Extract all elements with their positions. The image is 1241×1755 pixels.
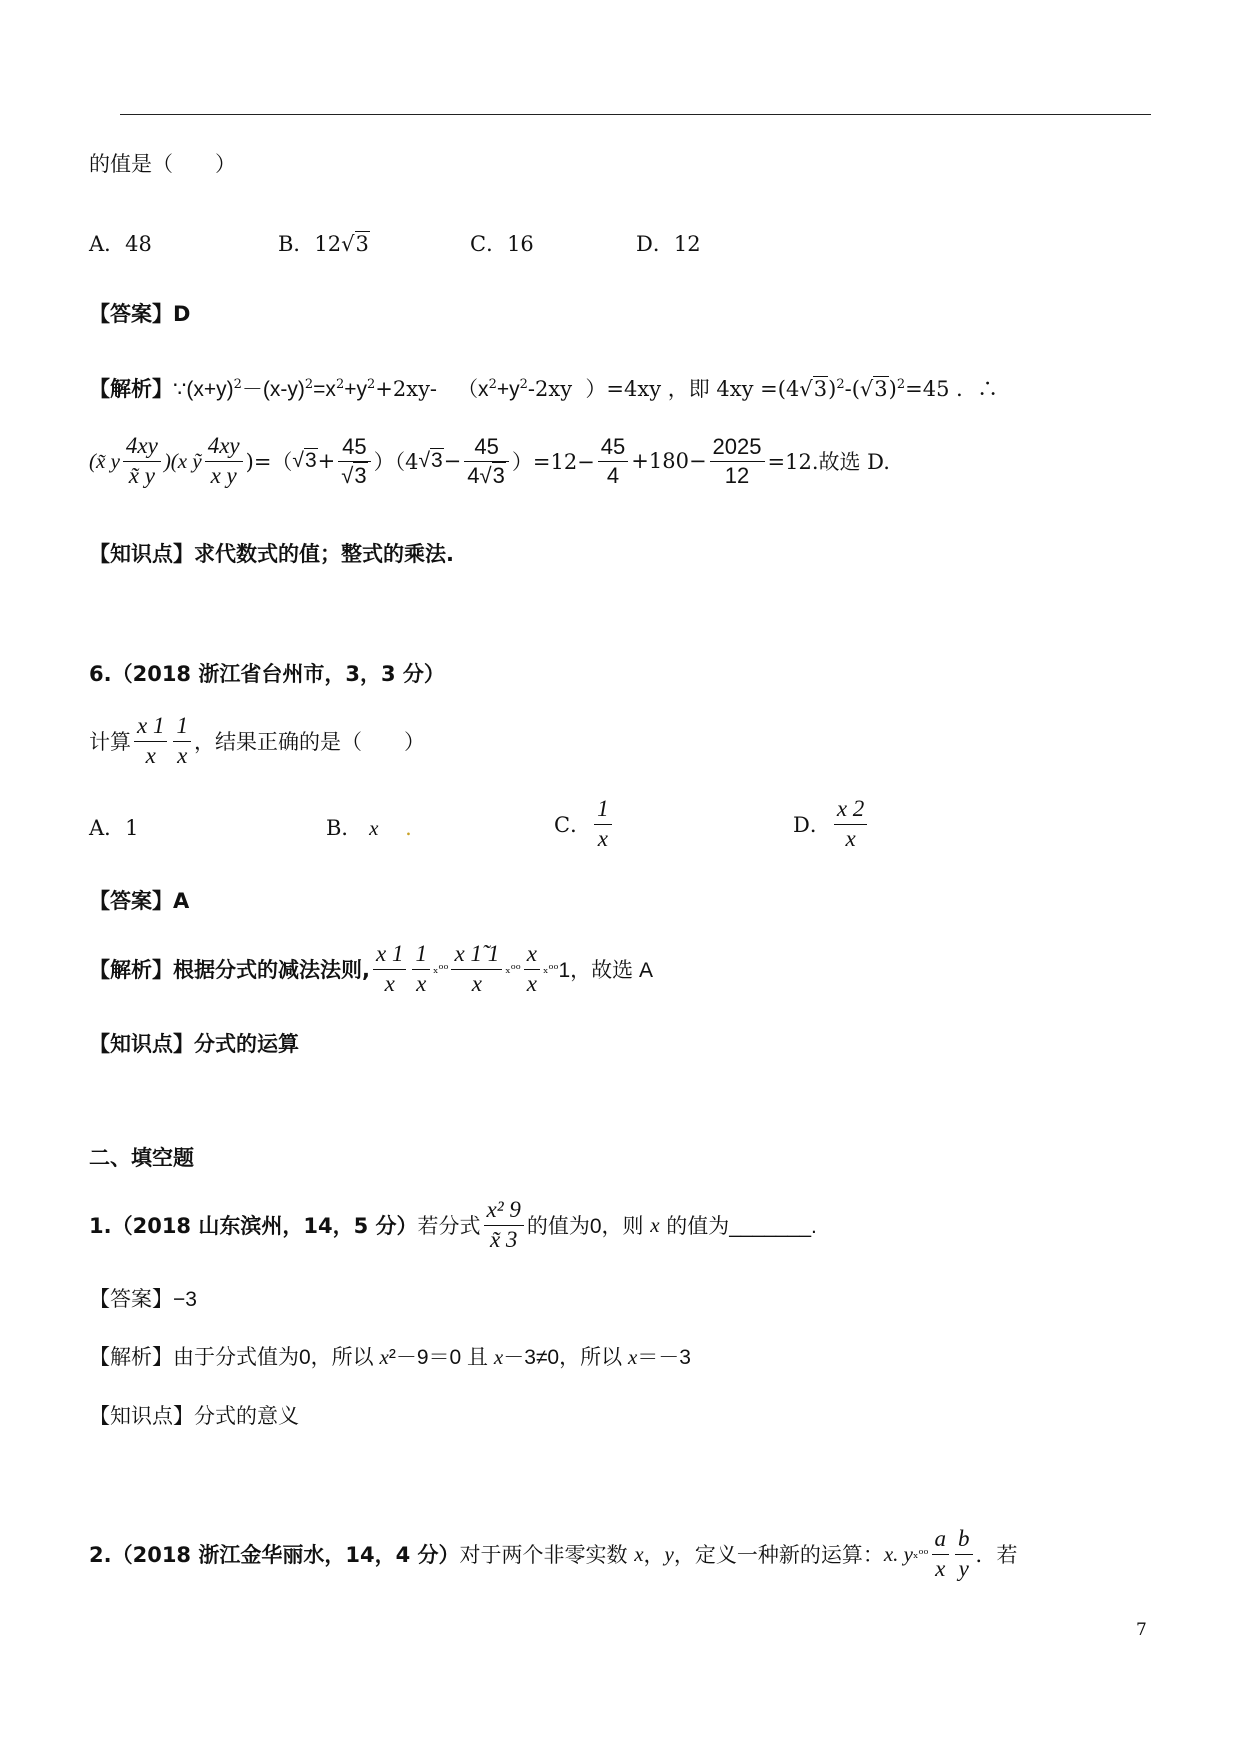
q6-option-b [326,812,412,842]
separator: ， [643,1544,665,1568]
q5-option-a: A．48 [89,232,152,256]
fraction-num: 4xy [123,432,161,462]
plus: + [317,449,336,474]
answer-value: D [173,302,191,326]
sup: 2 [304,377,314,393]
analysis-tag: 【解析】 [89,377,173,401]
knowledge-value: 求代数式的值；整式的乘法. [194,542,454,566]
analysis-text: 根据分式的减法法则, [173,958,370,983]
stem-text: 若分式 [417,1215,481,1239]
fraction [451,940,502,999]
expr-part: ∵(x+y) [173,378,234,401]
fraction [598,433,628,489]
variable: x [650,1212,660,1237]
fraction-den: x [416,970,427,996]
q6-option-a: A．1 [89,816,139,840]
sup: 2 [896,377,906,393]
expr-part: =x [313,378,336,401]
fraction-num: 45 [338,433,370,462]
q6-heading: 6.（2018 浙江省台州市，3，3 分） [89,662,445,686]
analysis-text: 由于分式值为0，所以 [173,1346,374,1369]
fraction-num: 45 [598,433,628,462]
variable: x [634,1541,644,1566]
expr-part: )=（ [245,450,293,475]
fraction [123,432,161,491]
fraction-num: x 1 [373,940,406,970]
answer-value: −3 [173,1288,197,1311]
operation-expr: x. y [883,1541,913,1566]
q5-tail: 的值是（ ） [89,153,236,176]
den-4: 4 [467,462,480,488]
stem-text: ．若 [975,1544,1018,1568]
fraction-num: 2025 [710,433,765,462]
fraction [484,1196,524,1255]
answer-tag: 【答案】 [89,1288,173,1311]
q5-knowledge [89,538,454,568]
fraction-num: a [932,1525,950,1555]
fraction-num: x 1̃ 1 [451,940,502,970]
knowledge-value: 分式的运算 [194,1032,299,1056]
expr-part: +180− [631,449,707,474]
fraction [710,433,765,489]
fraction-num: 45 [464,433,509,462]
fraction [205,432,243,491]
f1-stem [89,1196,817,1255]
option-label: C． [554,813,592,838]
option-value: x [369,816,379,840]
fraction [524,940,540,999]
knowledge-tag: 【知识点】 [89,1405,194,1428]
analysis-tag: 【解析】 [89,1346,173,1369]
fraction-den: 4 [606,462,620,488]
f2-heading: 2.（2018 浙江金华丽水，14，4 分） [89,1543,460,1568]
variable: y [664,1541,674,1566]
stem-text: 的值为0，则 [526,1215,644,1239]
analysis-end: 1，故选 A [558,959,654,983]
q6-analysis [89,940,653,999]
knowledge-tag: 【知识点】 [89,1032,194,1056]
expr-part: +y [344,378,367,401]
fraction-den: 12 [724,462,750,488]
fraction-den: x y [210,462,237,488]
sqrt: √3 [859,377,888,401]
garbled-symbol: ₓᵒᵒ [913,1546,929,1562]
fraction-den: x [526,970,537,996]
radicand: 3 [430,449,443,473]
fraction-den: x [597,825,608,851]
fraction-den: 4√3 [467,462,505,488]
fraction [464,433,509,489]
fraction-den: y [958,1555,969,1581]
radicand: 3 [304,449,317,473]
variable: x [493,1345,504,1369]
header-rule [120,114,1151,115]
fraction-num: 1 [594,795,612,825]
sup: 2 [366,377,376,393]
radicand: 3 [354,462,367,488]
fraction [932,1525,950,1584]
expr-part: （x [457,378,489,401]
fraction-num: b [955,1525,973,1555]
stem-text: ，结果正确的是（ ） [193,731,425,755]
expr-part: )(x ỹ [163,448,202,473]
f1-answer [89,1283,197,1313]
garbled-symbol: ₓᵒᵒ [542,961,559,977]
f1-knowledge [89,1400,299,1430]
fraction [412,940,430,999]
expr-part: ）=4xy ，即 4xy =(4 [585,377,800,401]
fraction-den: x [384,970,395,996]
radicand: 3 [492,462,505,488]
page-number: 7 [1136,1620,1147,1640]
answer-value: A [173,889,190,913]
expr-part: +2xy- [375,377,438,401]
stem-text: 的值为_______. [666,1215,817,1239]
fraction-num: x² 9 [484,1196,524,1226]
expr-part: ）=12− [511,450,595,475]
f2-stem [89,1525,1018,1584]
expr-part: －(x-y) [241,378,305,401]
sqrt: √3 [799,377,828,401]
fraction-den: x [177,742,188,768]
expr-part: -2xy [527,377,573,401]
sqrt: √3 [292,449,317,473]
expr-part: (x̃ y [89,448,120,473]
fraction-den: x̃ 3 [489,1226,518,1252]
stem-text: 对于两个非零实数 [459,1544,628,1568]
f1-heading: 1.（2018 山东滨州，14，5 分） [89,1214,418,1239]
fraction-den: x [145,742,156,768]
sqrt: √3 [418,449,443,473]
fraction-den: x [845,825,856,851]
fraction-num: x 1 [134,712,167,742]
analysis-text: ²－9＝0 且 [388,1346,489,1369]
fraction [173,712,191,771]
option-label: D． [793,813,831,838]
q5-answer [89,298,190,328]
fraction [955,1525,973,1584]
garbled-symbol: ₓᵒᵒ [505,961,521,977]
fraction-num: x [524,940,540,970]
option-label: B． [326,816,363,840]
expr-part: ) [888,377,897,401]
minus: − [443,449,462,474]
section-heading: 二、填空题 [89,1146,194,1170]
fraction [594,795,612,854]
answer-tag: 【答案】 [89,889,173,913]
expr-part: ) [828,377,837,401]
q5-option-b-sqrt: √3 [341,232,369,256]
q5-option-b [278,228,370,258]
q6-option-c [554,795,615,854]
sup: 2 [335,377,345,393]
knowledge-tag: 【知识点】 [89,542,194,566]
q5-option-b-radicand: 3 [355,232,369,256]
answer-tag: 【答案】 [89,302,173,326]
q5-analysis-line2 [89,432,890,491]
fraction-num: x 2 [834,795,867,825]
fraction-num: 4xy [205,432,243,462]
expr-part: -( [844,377,860,401]
stem-text: 计算 [89,731,131,755]
analysis-text: ＝－3 [637,1346,691,1369]
q6-knowledge [89,1028,299,1058]
sup: 2 [836,377,845,393]
q5-option-b-prefix: B．12 [278,232,342,256]
fraction-den: x [935,1555,946,1581]
q5-analysis-line1 [89,373,998,403]
q6-stem [89,712,425,771]
sup: 2 [233,377,242,393]
expr-part: =45 ．∴ [905,377,999,401]
fraction-num: 1 [173,712,191,742]
radicand: 3 [874,377,888,401]
garbled-symbol: ₓᵒᵒ [432,961,449,977]
q6-option-d [793,795,870,854]
fraction [134,712,167,771]
stem-text: ，定义一种新的运算： [673,1544,884,1568]
expr-part: +y [496,378,520,401]
analysis-text: －3≠0，所以 [503,1346,623,1369]
f1-analysis [89,1341,691,1371]
radicand: 3 [813,377,828,401]
variable: x [627,1345,638,1369]
fraction [338,433,370,489]
q5-option-d: D．12 [636,232,701,256]
fraction-den: x̃ y [128,462,155,488]
q5-option-c: C．16 [470,232,534,256]
sup: 2 [488,377,497,393]
expr-part: =12.故选 D. [767,450,890,475]
q6-answer [89,885,189,915]
fraction [373,940,406,999]
variable: x [379,1345,389,1369]
fraction-den: x [471,970,482,996]
stray-dot: . [405,816,412,840]
knowledge-value: 分式的意义 [194,1405,299,1428]
analysis-tag: 【解析】 [89,958,173,983]
fraction [834,795,867,854]
sup: 2 [519,377,528,393]
fraction-den: √3 [341,462,367,488]
fraction-num: 1 [412,940,430,970]
expr-part: ）（4 [373,450,419,475]
